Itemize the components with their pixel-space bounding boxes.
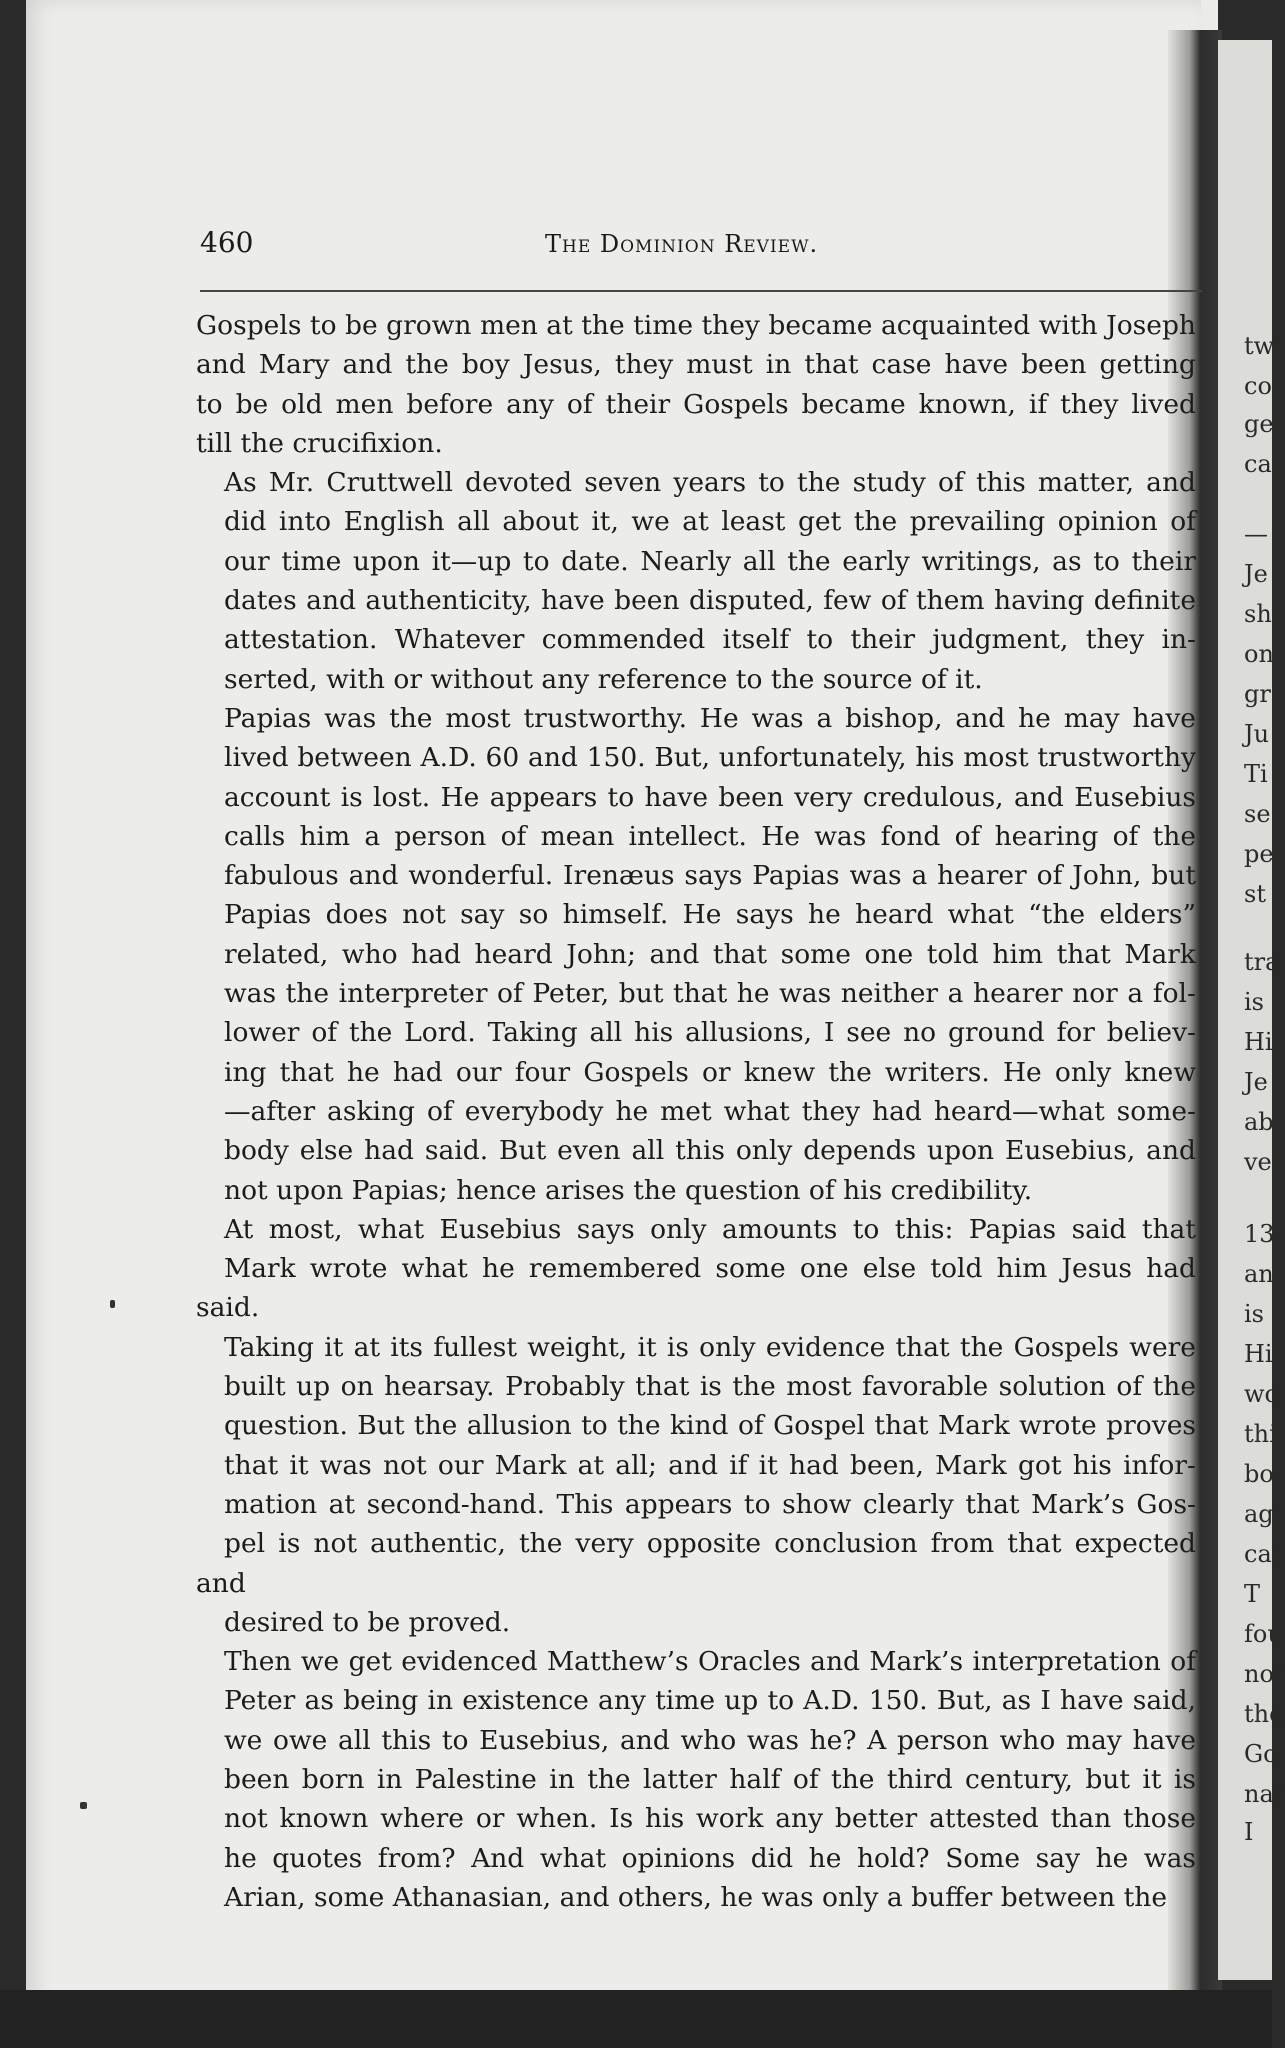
adjacent-page-fragment: I xyxy=(1244,1818,1254,1846)
text-line: body else had said. But even all this only depends upon Eusebius, and xyxy=(224,1135,1196,1167)
text-line: serted, with or without any reference to the source of it. xyxy=(224,663,983,695)
adjacent-page-fragment: st xyxy=(1244,880,1266,908)
adjacent-page-fragment: is xyxy=(1244,988,1264,1016)
text-line: till the crucifixion. xyxy=(196,427,443,459)
adjacent-page-fragment: Ju xyxy=(1244,720,1270,748)
text-line: not known where or when. Is his work any better attested than those xyxy=(224,1803,1196,1835)
adjacent-page-fragment: not xyxy=(1244,1660,1284,1688)
adjacent-page-fragment: Je xyxy=(1244,1068,1268,1096)
adjacent-page-fragment: ca xyxy=(1244,450,1272,478)
adjacent-page-fragment: 13 xyxy=(1244,1220,1275,1248)
text-line: attestation. Whatever commended itself to their judgment, they in- xyxy=(224,624,1196,656)
adjacent-page-fragment: Go xyxy=(1244,1740,1278,1768)
adjacent-page-fragment: an xyxy=(1244,1260,1274,1288)
text-line: Papias was the most trustworthy. He was a bishop, and he may have xyxy=(224,702,1196,734)
adjacent-page-fragment: is xyxy=(1244,1300,1264,1328)
adjacent-page-fragment: Je xyxy=(1244,560,1268,588)
scan-border xyxy=(0,1990,1272,2048)
text-line: been born in Palestine in the latter half of the third century, but it is xyxy=(224,1763,1196,1795)
paragraph xyxy=(196,1210,1196,1642)
text-line: Taking it at its fullest weight, it is only evidence that the Gospels were xyxy=(224,1331,1196,1363)
adjacent-page-fragment: se xyxy=(1244,800,1271,828)
adjacent-page-fragment: tra xyxy=(1244,948,1280,976)
text-line: not upon Papias; hence arises the question of his credibility. xyxy=(224,1174,1033,1206)
adjacent-page-fragment: pe xyxy=(1244,840,1274,868)
adjacent-page-fragment: ag xyxy=(1244,1500,1274,1528)
adjacent-page-fragment: wo xyxy=(1244,1380,1279,1408)
text-line: account is lost. He appears to have been very credulous, and Eusebius xyxy=(224,781,1196,813)
adjacent-page-fragment: ab xyxy=(1244,1108,1274,1136)
text-line: related, who had heard John; and that some one told him that Mark xyxy=(224,938,1196,970)
text-line: question. But the allusion to the kind of Gospel that Mark wrote proves xyxy=(224,1410,1196,1442)
adjacent-page-fragment: Ti xyxy=(1244,760,1268,788)
text-line: At most, what Eusebius says only amounts to this: Papias said that xyxy=(224,1213,1196,1245)
adjacent-page-fragment: T xyxy=(1244,1580,1261,1608)
text-line: Papias does not say so himself. He says he heard what “the elders” xyxy=(224,899,1196,931)
adjacent-page-fragment: the xyxy=(1244,1700,1284,1728)
text-line: lower of the Lord. Taking all his allusions, I see no ground for believ- xyxy=(224,1017,1196,1049)
text-line: Peter as being in existence any time up to A.D. 150. But, as I have said, xyxy=(224,1685,1196,1717)
adjacent-page-fragment: ge xyxy=(1244,410,1274,438)
text-line: desired to be proved. xyxy=(224,1606,511,1638)
adjacent-page-fragment: fou xyxy=(1244,1620,1283,1648)
adjacent-page-fragment: gr xyxy=(1244,680,1271,708)
adjacent-page-fragment: ve xyxy=(1244,1148,1272,1176)
paragraph xyxy=(196,699,1196,1210)
text-line: Arian, some Athanasian, and others, he was only a buffer between the xyxy=(224,1881,1168,1913)
text-line: and Mary and the boy Jesus, they must in that case have been getting xyxy=(196,349,1196,381)
text-line: Then we get evidenced Matthew’s Oracles and Mark’s interpretation of xyxy=(224,1646,1196,1678)
text-line: pel is not authentic, the very opposite conclusion from that expected and xyxy=(196,1528,1196,1599)
text-line: built up on hearsay. Probably that is the most favorable solution of the xyxy=(224,1371,1196,1403)
text-line: —after asking of everybody he met what they had heard—what some- xyxy=(224,1095,1196,1127)
adjacent-page-fragment: Hi xyxy=(1244,1340,1273,1368)
adjacent-page-fragment: cal xyxy=(1244,1540,1280,1568)
text-line: Gospels to be grown men at the time they became acquainted with Joseph xyxy=(196,310,1196,341)
text-line: fabulous and wonderful. Irenæus says Papias was a hearer of John, but xyxy=(224,860,1196,892)
text-line: was the interpreter of Peter, but that he was neither a hearer nor a fol- xyxy=(224,978,1196,1010)
paragraph xyxy=(196,1642,1196,1917)
article-body xyxy=(196,306,1196,1917)
text-line: he quotes from? And what opinions did he hold? Some say he was xyxy=(224,1842,1196,1874)
text-line: dates and authenticity, have been disputed, few of them having definite xyxy=(224,585,1196,617)
adjacent-page-fragment: bo xyxy=(1244,1460,1274,1488)
adjacent-page-fragment: co xyxy=(1244,372,1272,400)
text-line: lived between A.D. 60 and 150. But, unfortunately, his most trustworthy xyxy=(224,742,1196,774)
running-title: The Dominion Review. xyxy=(545,230,819,258)
page-number: 460 xyxy=(200,226,254,259)
text-line: that it was not our Mark at all; and if it had been, Mark got his infor- xyxy=(224,1449,1196,1481)
paragraph xyxy=(196,463,1196,699)
adjacent-page-fragment: thi xyxy=(1244,1420,1277,1448)
text-line: As Mr. Cruttwell devoted seven years to the study of this matter, and xyxy=(224,467,1196,499)
text-line: did into English all about it, we at least get the prevailing opinion of xyxy=(224,506,1196,538)
text-line: ing that he had our four Gospels or knew the writers. He only knew xyxy=(224,1056,1196,1088)
adjacent-page-fragment: — xyxy=(1244,520,1268,548)
text-line: we owe all this to Eusebius, and who was he? A person who may have xyxy=(224,1724,1196,1756)
adjacent-page-fragment: tw xyxy=(1244,332,1275,360)
text-line: Mark wrote what he remembered some one else told him Jesus had said. xyxy=(196,1253,1196,1324)
text-line: calls him a person of mean intellect. He was fond of hearing of the xyxy=(224,820,1196,852)
text-line: mation at second-hand. This appears to show clearly that Mark’s Gos- xyxy=(224,1488,1196,1520)
text-line: to be old men before any of their Gospels became known, if they lived xyxy=(196,388,1196,420)
paragraph xyxy=(196,306,1196,463)
header-rule xyxy=(200,290,1202,292)
page-header xyxy=(200,220,1180,270)
adjacent-page-fragment: nar xyxy=(1244,1780,1285,1808)
text-line: our time upon it—up to date. Nearly all the early writings, as to their xyxy=(224,545,1196,577)
adjacent-page-fragment: on xyxy=(1244,640,1274,668)
adjacent-page-fragment: sh xyxy=(1244,600,1272,628)
adjacent-page-fragment: Hi xyxy=(1244,1028,1273,1056)
ink-speck xyxy=(80,1802,87,1809)
ink-speck xyxy=(110,1300,115,1308)
